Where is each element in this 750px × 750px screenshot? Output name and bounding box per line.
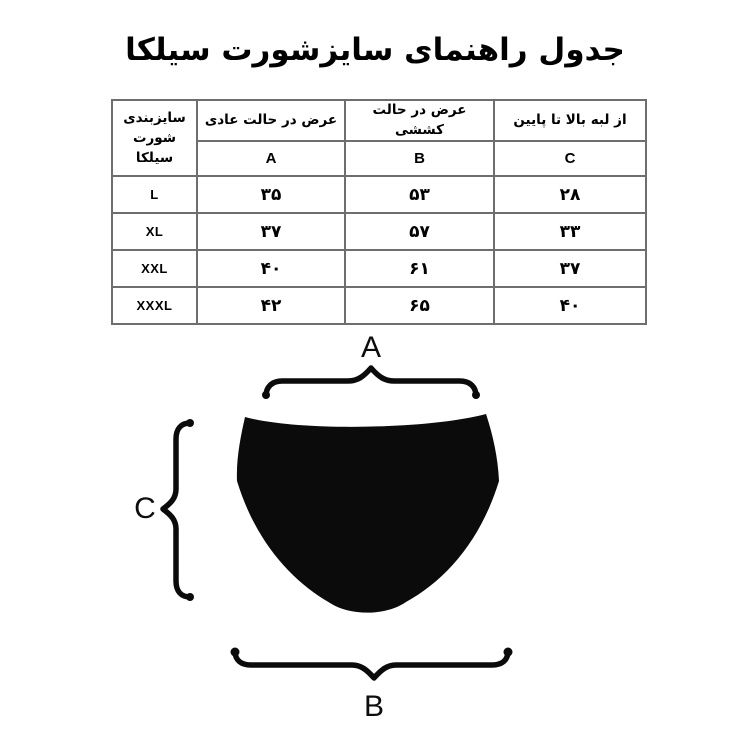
column-letter-b: B <box>345 141 494 176</box>
measurement-cell: ۴۰ <box>197 250 345 287</box>
measurement-cell: ۴۲ <box>197 287 345 324</box>
measurement-cell: ۲۸ <box>494 176 646 213</box>
measurement-cell: ۴۰ <box>494 287 646 324</box>
measurement-cell: ۵۳ <box>345 176 494 213</box>
brace-c-icon <box>163 423 190 597</box>
size-cell: XL <box>112 213 197 250</box>
brace-tip-dot <box>186 419 194 427</box>
top-to-bottom-column-header: از لبه بالا تا پایین <box>494 100 646 141</box>
measurement-cell: ۵۷ <box>345 213 494 250</box>
diagram-label-a: A <box>360 331 381 364</box>
measurement-cell: ۳۵ <box>197 176 345 213</box>
column-letter-c: C <box>494 141 646 176</box>
brace-b-icon <box>235 651 508 678</box>
measurement-cell: ۳۳ <box>494 213 646 250</box>
brace-tip-dot <box>186 593 194 601</box>
brace-a-icon <box>266 368 476 396</box>
brace-tip-dot <box>231 648 240 657</box>
stretch-width-column-header: عرض در حالت کششی <box>345 100 494 141</box>
size-column-header: سایزبندی شورت سیلکا <box>112 100 197 176</box>
column-letter-a: A <box>197 141 345 176</box>
size-cell: XXXL <box>112 287 197 324</box>
brace-tip-dot <box>472 391 480 399</box>
diagram-label-b: B <box>363 690 384 723</box>
page-title: جدول راهنمای سایزشورت سیلکا <box>125 32 625 68</box>
brace-tip-dot <box>262 391 270 399</box>
measurement-cell: ۶۵ <box>345 287 494 324</box>
normal-width-column-header: عرض در حالت عادی <box>197 100 345 141</box>
measurement-cell: ۳۷ <box>494 250 646 287</box>
measurement-cell: ۳۷ <box>197 213 345 250</box>
measurement-cell: ۶۱ <box>345 250 494 287</box>
size-cell: XXL <box>112 250 197 287</box>
size-cell: L <box>112 176 197 213</box>
brief-silhouette <box>237 414 499 613</box>
brace-tip-dot <box>504 648 513 657</box>
diagram-label-c: C <box>134 492 156 525</box>
